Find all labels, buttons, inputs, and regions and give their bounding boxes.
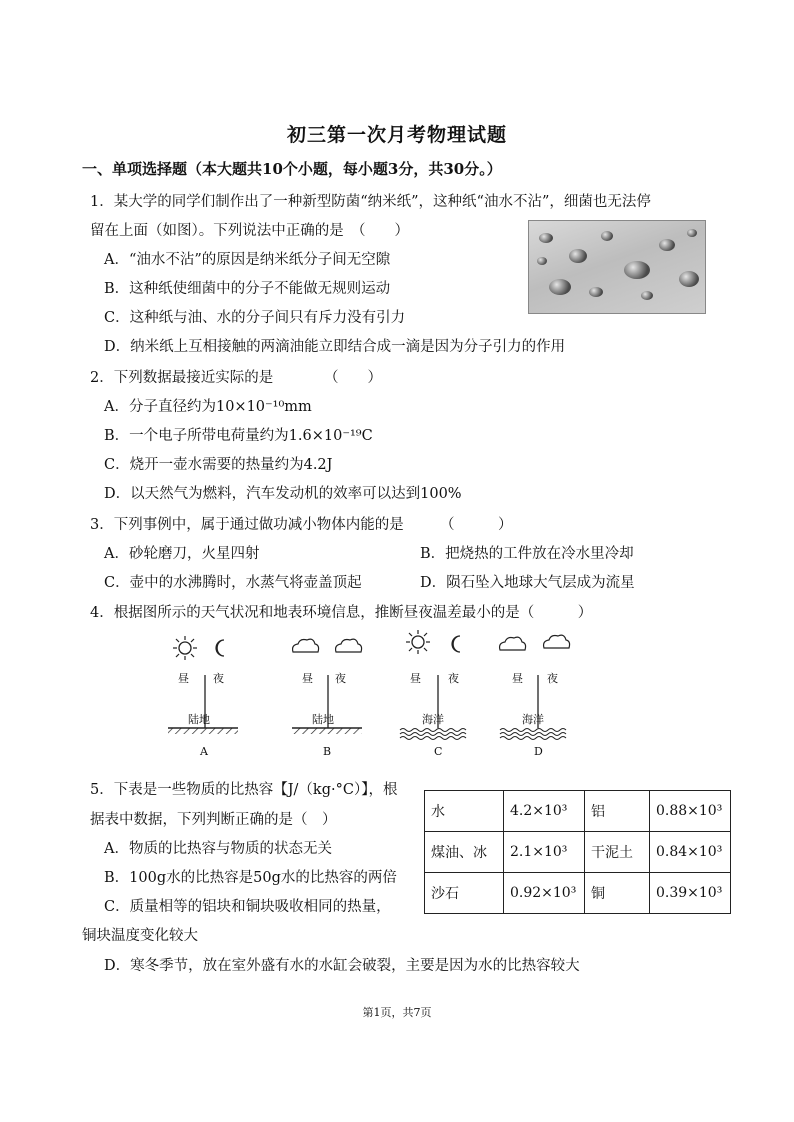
page-title: 初三第一次月考物理试题: [286, 124, 507, 146]
q1-option-b: B．这种纸使细菌中的分子不能做无规则运动: [104, 281, 391, 297]
q3-option-a: A．砂轮磨刀，火星四射: [104, 546, 260, 562]
q5-stem-line2: 据表中数据，下列判断正确的是（ ）: [90, 812, 337, 828]
moon-icon: [216, 640, 224, 656]
sun-icon: [173, 636, 197, 660]
q2-option-b: B．一个电子所带电荷量约为1.6×10⁻¹⁹C: [104, 428, 373, 444]
cloud-icon: [500, 637, 526, 650]
q1-option-c: C．这种纸与油、水的分子间只有斥力没有引力: [104, 310, 406, 326]
night-label: 夜: [335, 672, 346, 685]
table-cell: 0.39×10³: [650, 873, 731, 914]
table-cell: 煤油、冰: [425, 832, 504, 873]
table-cell: 0.92×10³: [504, 873, 585, 914]
table-cell: 水: [425, 791, 504, 832]
day-label: 昼: [410, 672, 421, 685]
night-label: 夜: [448, 672, 459, 685]
table-row: [425, 873, 731, 914]
panel-label-c: C: [434, 745, 443, 758]
q3-option-d: D．陨石坠入地球大气层成为流星: [420, 575, 635, 591]
ground-label-d: 海洋: [522, 713, 544, 726]
q5-stem-line1: 5．下表是一些物质的比热容【J/（kg·°C）】，根: [90, 782, 398, 798]
q5-option-c-line1: C．质量相等的铝块和铜块吸收相同的热量，: [104, 899, 391, 915]
cloud-icon: [544, 635, 570, 648]
ground-label-c: 海洋: [422, 713, 444, 726]
q3-stem: 3．下列事例中，属于通过做功减小物体内能的是 （ ）: [90, 517, 513, 533]
q2-option-a: A．分子直径约为10×10⁻¹⁰mm: [104, 399, 312, 415]
q5-option-d: D．寒冬季节，放在室外盛有水的水缸会破裂，主要是因为水的比热容较大: [104, 958, 580, 974]
day-label: 昼: [178, 672, 189, 685]
moon-icon: [452, 636, 460, 652]
ground-label-a: 陆地: [188, 713, 210, 726]
ground-label-b: 陆地: [312, 713, 334, 726]
specific-heat-table: [424, 790, 731, 914]
q1-stem-line2: 留在上面（如图）。下列说法中正确的是 （ ）: [90, 223, 409, 239]
q5-option-b: B．100g水的比热容是50g水的比热容的两倍: [104, 870, 397, 886]
q2-option-c: C．烧开一壶水需要的热量约为4.2J: [104, 457, 333, 473]
section-heading: 一、单项选择题（本大题共10个小题，每小题3分，共30分。）: [82, 160, 502, 178]
q5-option-c-line2: 铜块温度变化较大: [82, 928, 198, 944]
table-cell: 铜: [585, 873, 650, 914]
table-cell: 0.84×10³: [650, 832, 731, 873]
page-footer: 第1页，共7页: [362, 1006, 432, 1019]
panel-label-a: A: [200, 745, 208, 758]
q1-stem-line1: 1．某大学的同学们制作出了一种新型防菌“纳米纸”，这种纸“油水不沾”，细菌也无法停: [90, 194, 651, 210]
weather-diagram: [160, 630, 600, 760]
table-cell: 干泥土: [585, 832, 650, 873]
q2-option-d: D．以天然气为燃料，汽车发动机的效率可以达到100%: [104, 486, 462, 502]
panel-label-d: D: [534, 745, 543, 758]
q1-option-a: A．“油水不沾”的原因是纳米纸分子间无空隙: [104, 252, 391, 268]
q3-option-c: C．壶中的水沸腾时，水蒸气将壶盖顶起: [104, 575, 362, 591]
table-cell: 铝: [585, 791, 650, 832]
cloud-icon: [336, 639, 362, 652]
night-label: 夜: [547, 672, 558, 685]
table-cell: 沙石: [425, 873, 504, 914]
q3-option-b: B．把烧热的工件放在冷水里冷却: [420, 546, 634, 562]
night-label: 夜: [213, 672, 224, 685]
q4-stem: 4．根据图所示的天气状况和地表环境信息，推断昼夜温差最小的是（ ）: [90, 605, 593, 621]
table-cell: 4.2×10³: [504, 791, 585, 832]
table-row: [425, 832, 731, 873]
day-label: 昼: [512, 672, 523, 685]
nano-paper-photo: [528, 220, 706, 314]
q5-option-a: A．物质的比热容与物质的状态无关: [104, 841, 332, 857]
q2-stem: 2．下列数据最接近实际的是 （ ）: [90, 370, 382, 386]
cloud-icon: [293, 639, 319, 652]
sun-icon: [406, 630, 430, 654]
day-label: 昼: [302, 672, 313, 685]
q1-option-d: D．纳米纸上互相接触的两滴油能立即结合成一滴是因为分子引力的作用: [104, 339, 566, 355]
table-cell: 2.1×10³: [504, 832, 585, 873]
table-row: [425, 791, 731, 832]
table-cell: 0.88×10³: [650, 791, 731, 832]
panel-label-b: B: [323, 745, 332, 758]
